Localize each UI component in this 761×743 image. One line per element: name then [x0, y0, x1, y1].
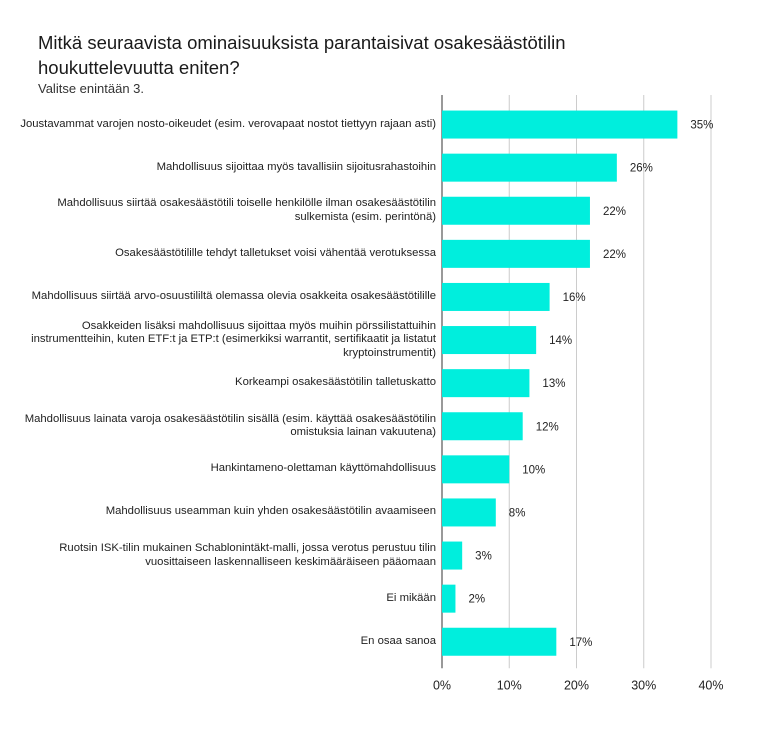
- value-label: 16%: [562, 291, 586, 304]
- bar: [442, 585, 455, 613]
- value-label: 3%: [475, 550, 492, 563]
- value-label: 2%: [468, 593, 486, 606]
- x-tick-label: 0%: [432, 678, 452, 693]
- value-label: 14%: [549, 335, 573, 348]
- x-axis-ticks: [433, 678, 724, 692]
- x-tick-label: 30%: [631, 678, 657, 693]
- value-label: 17%: [569, 636, 593, 649]
- category-label: Hankintameno-olettaman käyttömahdollisuus: [210, 462, 436, 475]
- bar: [442, 111, 677, 139]
- value-label: 22%: [602, 205, 626, 218]
- chart-title: Mitkä seuraavista ominaisuuksista parantaisivat osakesäästötilin houkuttelevuutta eniten?: [38, 32, 566, 78]
- category-label: Ruotsin ISK-tilin mukainen Schablonintäkt-malli, jossa verotus perustuu tilin vuosittaiseen laskennalliseen keskimääräiseen pääomaan: [59, 542, 436, 568]
- x-tick-label: 10%: [496, 678, 522, 693]
- bar: [442, 542, 462, 570]
- bar: [442, 412, 523, 440]
- x-tick-label: 40%: [698, 678, 724, 693]
- bar: [442, 154, 617, 182]
- value-label: 10%: [522, 464, 546, 477]
- category-label: Ei mikään: [386, 591, 436, 604]
- value-label: 12%: [535, 421, 559, 434]
- bar: [442, 240, 590, 268]
- bar: [442, 628, 556, 656]
- category-label: Mahdollisuus lainata varoja osakesäästötilin sisällä (esim. käyttää osakesäästötilin omistuksia lainan vakuutena): [24, 412, 436, 439]
- value-label: 8%: [508, 507, 526, 520]
- chart-subtitle: Valitse enintään 3.: [38, 81, 144, 96]
- x-tick-label: 20%: [563, 678, 590, 693]
- category-label: Korkeampi osakesäästötilin talletuskatto: [235, 376, 436, 389]
- category-label: En osaa sanoa: [360, 634, 436, 647]
- bar: [442, 498, 496, 526]
- bar: [442, 283, 550, 311]
- value-label: 22%: [602, 248, 626, 261]
- value-label: 35%: [690, 119, 714, 132]
- bar: [442, 455, 509, 483]
- category-label: Mahdollisuus siirtää arvo-osuustililtä olemassa olevia osakkeita osakesäästötilille: [31, 289, 436, 302]
- category-label: Mahdollisuus useamman kuin yhden osakesäästötilin avaamiseen: [105, 505, 436, 518]
- category-label: Mahdollisuus sijoittaa myös tavallisiin sijoitusrahastoihin: [156, 160, 436, 173]
- category-label: Osakkeiden lisäksi mahdollisuus sijoittaa myös muihin pörssilistattuihin instrumentteihin, kuten ETF:t ja ETP:t (esimerkiksi warrantit, sertifikaatit ja listatut kryptoinstrumentit): [31, 319, 436, 359]
- category-label: Osakesäästötilille tehdyt talletukset voisi vähentää verotuksessa: [115, 246, 436, 259]
- bar: [442, 326, 536, 354]
- bar: [442, 197, 590, 225]
- category-label: Joustavammat varojen nosto-oikeudet (esim. verovapaat nostot tiettyyn rajaan asti): [20, 117, 436, 130]
- bar: [442, 369, 529, 397]
- category-label: Mahdollisuus siirtää osakesäästötili toiselle henkilölle ilman osakesäästötilin sulkemista (esim. perintönä): [57, 197, 436, 223]
- value-label: 13%: [542, 378, 566, 391]
- value-label: 26%: [629, 162, 653, 175]
